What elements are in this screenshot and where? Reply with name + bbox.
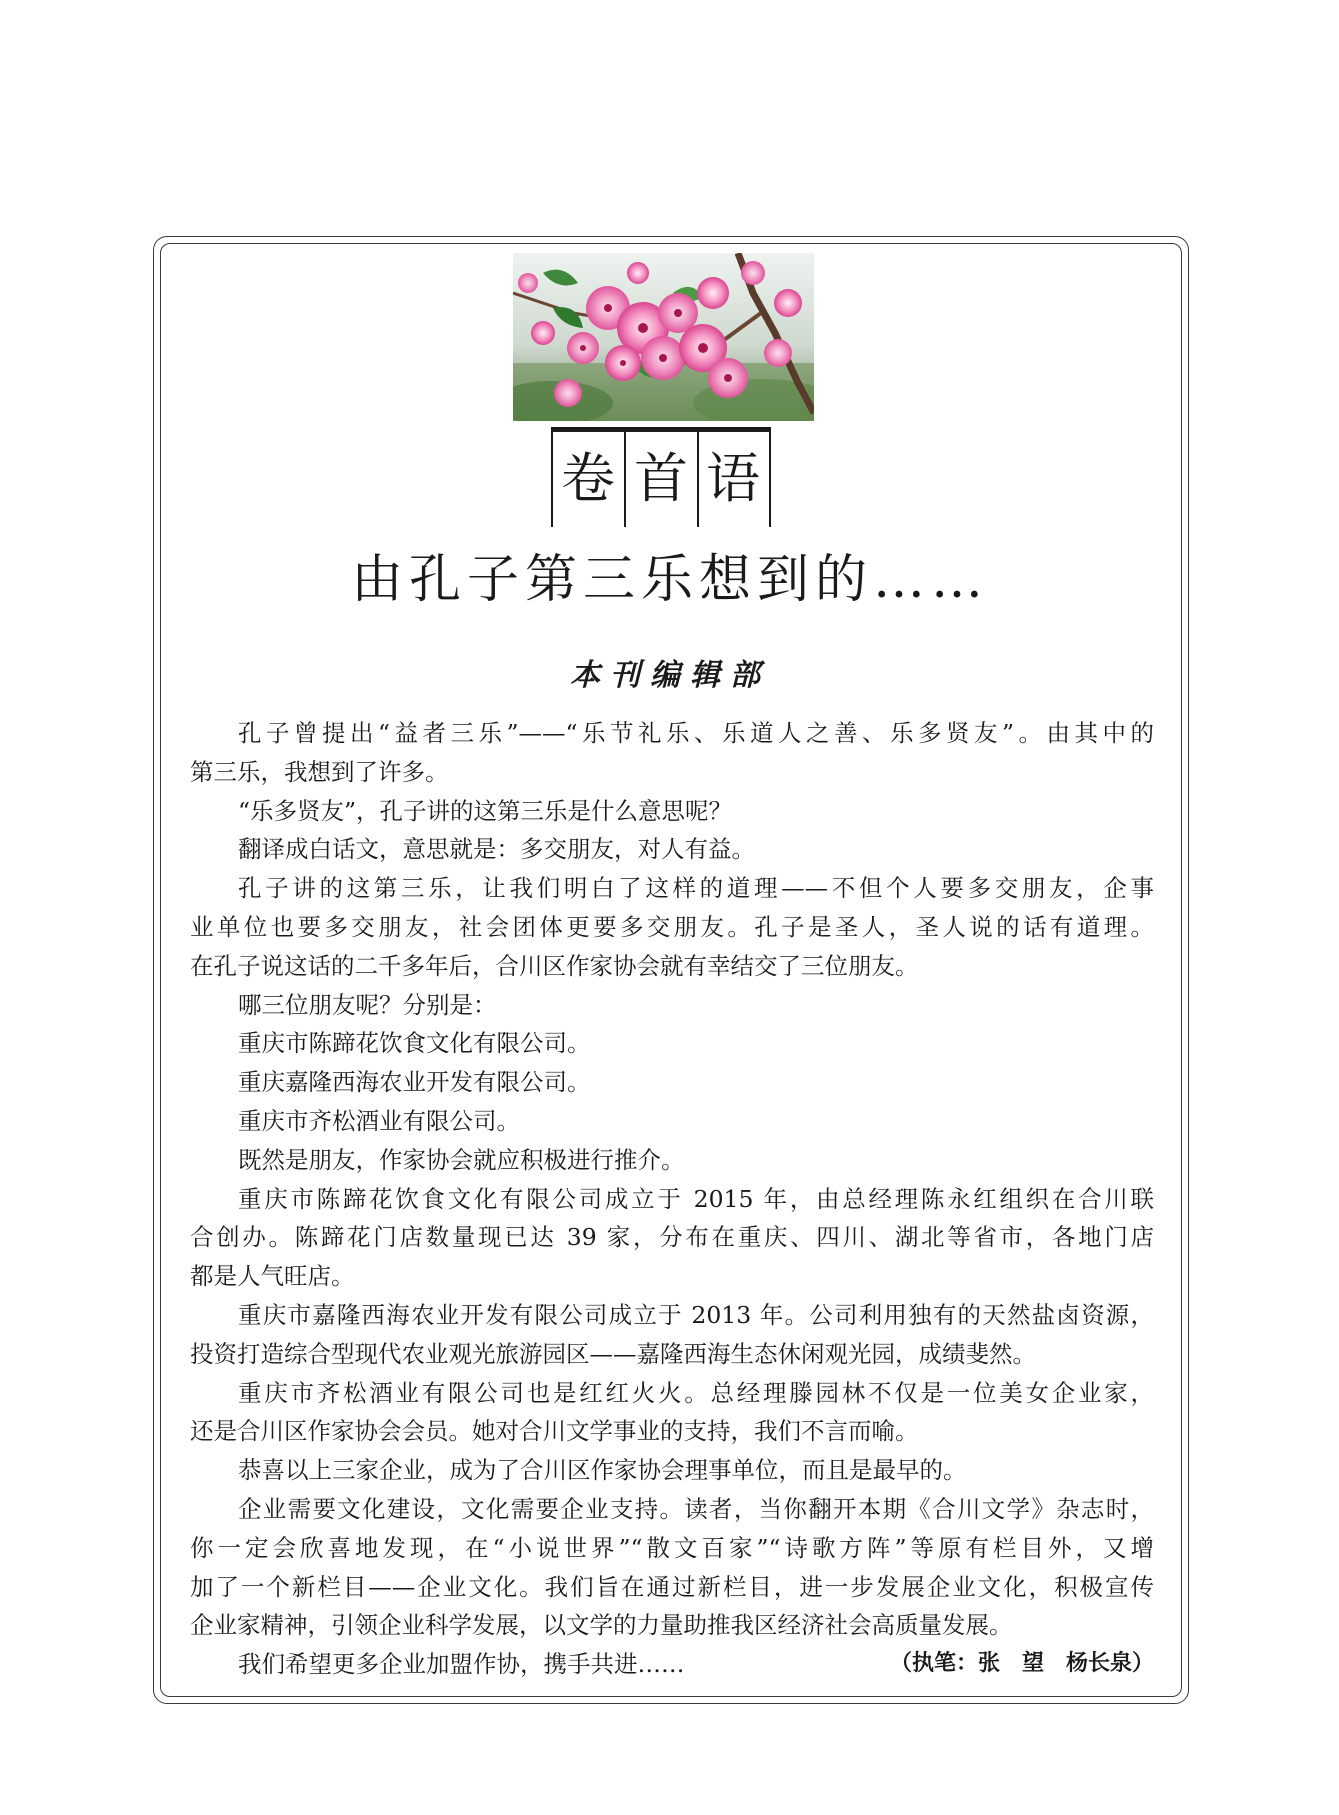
body-line: 重庆市陈蹄花饮食文化有限公司成立于 2015 年，由总经理陈永红组织在合川联 — [238, 1184, 1154, 1213]
body-line: 恭喜以上三家企业，成为了合川区作家协会理事单位，而且是最早的。 — [238, 1456, 967, 1485]
article-body — [190, 714, 1154, 1684]
body-line: 还是合川区作家协会会员。她对合川文学事业的支持，我们不言而喻。 — [190, 1417, 919, 1446]
section-title-divider — [769, 432, 771, 527]
body-line: “乐多贤友”，孔子讲的这第三乐是什么意思呢？ — [238, 796, 733, 825]
body-line: 企业需要文化建设，文化需要企业支持。读者，当你翻开本期《合川文学》杂志时， — [238, 1494, 1154, 1523]
body-line: 重庆市齐松酒业有限公司。 — [238, 1106, 520, 1135]
peach-blossom-photo — [513, 253, 814, 421]
body-line: 合创办。陈蹄花门店数量现已达 39 家，分布在重庆、四川、湖北等省市，各地门店 — [190, 1223, 1154, 1252]
body-line: 重庆市齐松酒业有限公司也是红红火火。总经理滕园林不仅是一位美女企业家， — [238, 1378, 1154, 1407]
body-line: 重庆嘉隆西海农业开发有限公司。 — [238, 1068, 591, 1097]
body-line: 重庆市嘉隆西海农业开发有限公司成立于 2013 年。公司利用独有的天然盐卤资源， — [238, 1300, 1154, 1329]
section-title-top-bar — [551, 427, 771, 432]
section-title-char: 首 — [634, 447, 688, 510]
section-title-char: 卷 — [561, 447, 615, 510]
body-line: 第三乐，我想到了许多。 — [190, 757, 449, 786]
body-line: 哪三位朋友呢？分别是： — [238, 990, 497, 1019]
section-title-char: 语 — [706, 447, 760, 510]
body-line: 你一定会欣喜地发现，在“小说世界”“散文百家”“诗歌方阵”等原有栏目外，又增 — [190, 1533, 1154, 1562]
body-line: 翻译成白话文，意思就是：多交朋友，对人有益。 — [238, 835, 755, 864]
article-title: 由孔子第三乐想到的…… — [350, 550, 989, 610]
section-title — [551, 427, 771, 527]
body-line: 企业家精神，引领企业科学发展，以文学的力量助推我区经济社会高质量发展。 — [190, 1611, 1013, 1640]
body-line: 在孔子说这话的二千多年后，合川区作家协会就有幸结交了三位朋友。 — [190, 951, 919, 980]
body-line: 重庆市陈蹄花饮食文化有限公司。 — [238, 1029, 591, 1058]
body-line: 加了一个新栏目——企业文化。我们旨在通过新栏目，进一步发展企业文化，积极宣传 — [190, 1572, 1154, 1601]
article-author: 本刊编辑部 — [570, 658, 770, 693]
byline-signature: （执笔：张 望 杨长泉） — [889, 1651, 1154, 1677]
closing-line: 我们希望更多企业加盟作协，携手共进…… — [238, 1650, 685, 1679]
body-line: 都是人气旺店。 — [190, 1262, 355, 1291]
closing-row — [190, 1645, 1154, 1684]
body-line: 孔子曾提出“益者三乐”——“乐节礼乐、乐道人之善、乐多贤友”。由其中的 — [238, 719, 1154, 747]
body-line: 孔子讲的这第三乐，让我们明白了这样的道理——不但个人要多交朋友，企事 — [238, 874, 1154, 903]
body-line: 投资打造综合型现代农业观光旅游园区——嘉隆西海生态休闲观光园，成绩斐然。 — [190, 1339, 1036, 1368]
body-line: 业单位也要多交朋友，社会团体更要多交朋友。孔子是圣人，圣人说的话有道理。 — [190, 912, 1154, 941]
body-line: 既然是朋友，作家协会就应积极进行推介。 — [238, 1145, 685, 1174]
